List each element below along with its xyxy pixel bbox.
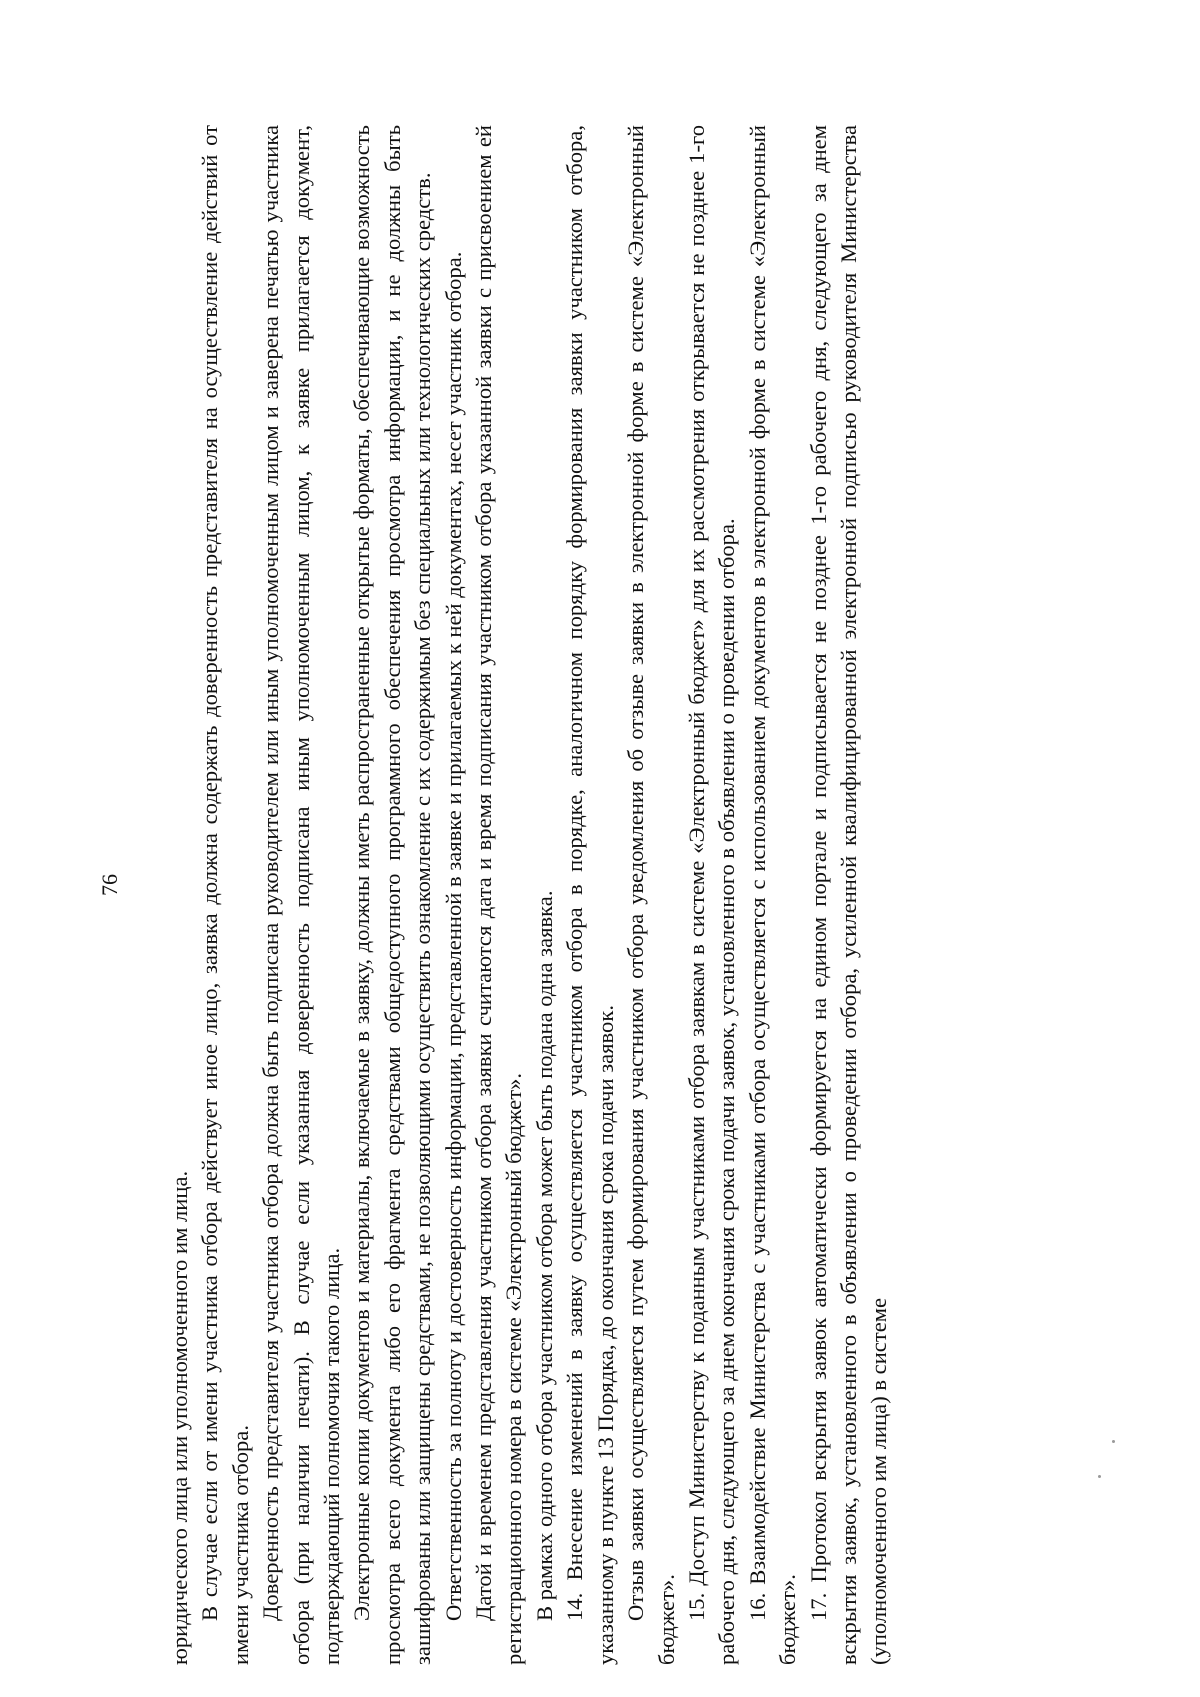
paragraph: 15. Доступ Министерству к поданным участниками отбора заявкам в системе «Электронный бюджет» для их рассмотрения открывается не позднее 1-го рабочего дня, следующего за днем окончания срока подачи заявок, установленного в объявлении о проведении отбора.	[683, 125, 740, 1665]
scan-speck	[1098, 1475, 1101, 1478]
rotated-content	[97, 105, 1025, 1665]
paragraph: 14. Внесение изменений в заявку осуществляется участником отбора в порядке, аналогичном порядку формирования заявки участником отбора, указанному в пункте 13 Порядка, до окончания срока подачи заявок.	[562, 125, 618, 1665]
paragraph: 17. Протокол вскрытия заявок автоматически формируется на едином портале и подписывается не позднее 1-го рабочего дня, следующего за днем вскрытия заявок, установленного в объявлении о проведении отбора, усиленной квалифицированной электронной подписью руководителя Министерства (уполномоченного им лица) в системе	[805, 125, 892, 1665]
paragraph: юридического лица или уполномоченного им лица.	[167, 1170, 192, 1665]
paragraph: Ответственность за полноту и достоверность информации, представленной в заявке и прилагаемых к ней документах, несет участник отбора.	[440, 251, 466, 1621]
paragraph: В рамках одного отбора участником отбора может быть подана одна заявка.	[531, 890, 557, 1621]
paragraph: Отзыв заявки осуществляется путем формирования участником отбора уведомления об отзыве заявки в электронной форме в системе «Электронный бюджет».	[623, 125, 679, 1665]
body-text	[165, 125, 895, 1665]
paragraph: Доверенность представителя участника отбора должна быть подписана руководителем или иным уполномоченным лицом и заверена печатью участника отбора (при наличии печати). В случае если указанная доверенность подписана иным уполномоченным лицом, к заявке прилагается документ, подтверждающий полномочия такого лица.	[258, 125, 345, 1665]
paragraph: 16. Взаимодействие Министерства с участниками отбора осуществляется с использованием документов в электронной форме в системе «Электронный бюджет».	[744, 125, 801, 1665]
scan-speck	[1112, 1440, 1115, 1443]
paragraph: Электронные копии документов и материалы, включаемые в заявку, должны иметь распространенные открытые форматы, обеспечивающие возможность просмотра всего документа либо его фрагмента средствами общедоступного программного обеспечения просмотра информации, и не должны быть зашифрованы или защищены средствами, не позволяющими осуществить ознакомление с их содержимым без специальных или технологических средств.	[349, 125, 436, 1665]
paragraph: В случае если от имени участника отбора действует иное лицо, заявка должна содержать доверенность представителя на осуществление действий от имени участника отбора.	[197, 125, 253, 1665]
page-number: 76	[97, 874, 122, 896]
paragraph: Датой и временем представления участником отбора заявки считаются дата и время подписания участником отбора указанной заявки с присвоением ей регистрационного номера в системе «Электронный бюджет».	[471, 125, 527, 1665]
